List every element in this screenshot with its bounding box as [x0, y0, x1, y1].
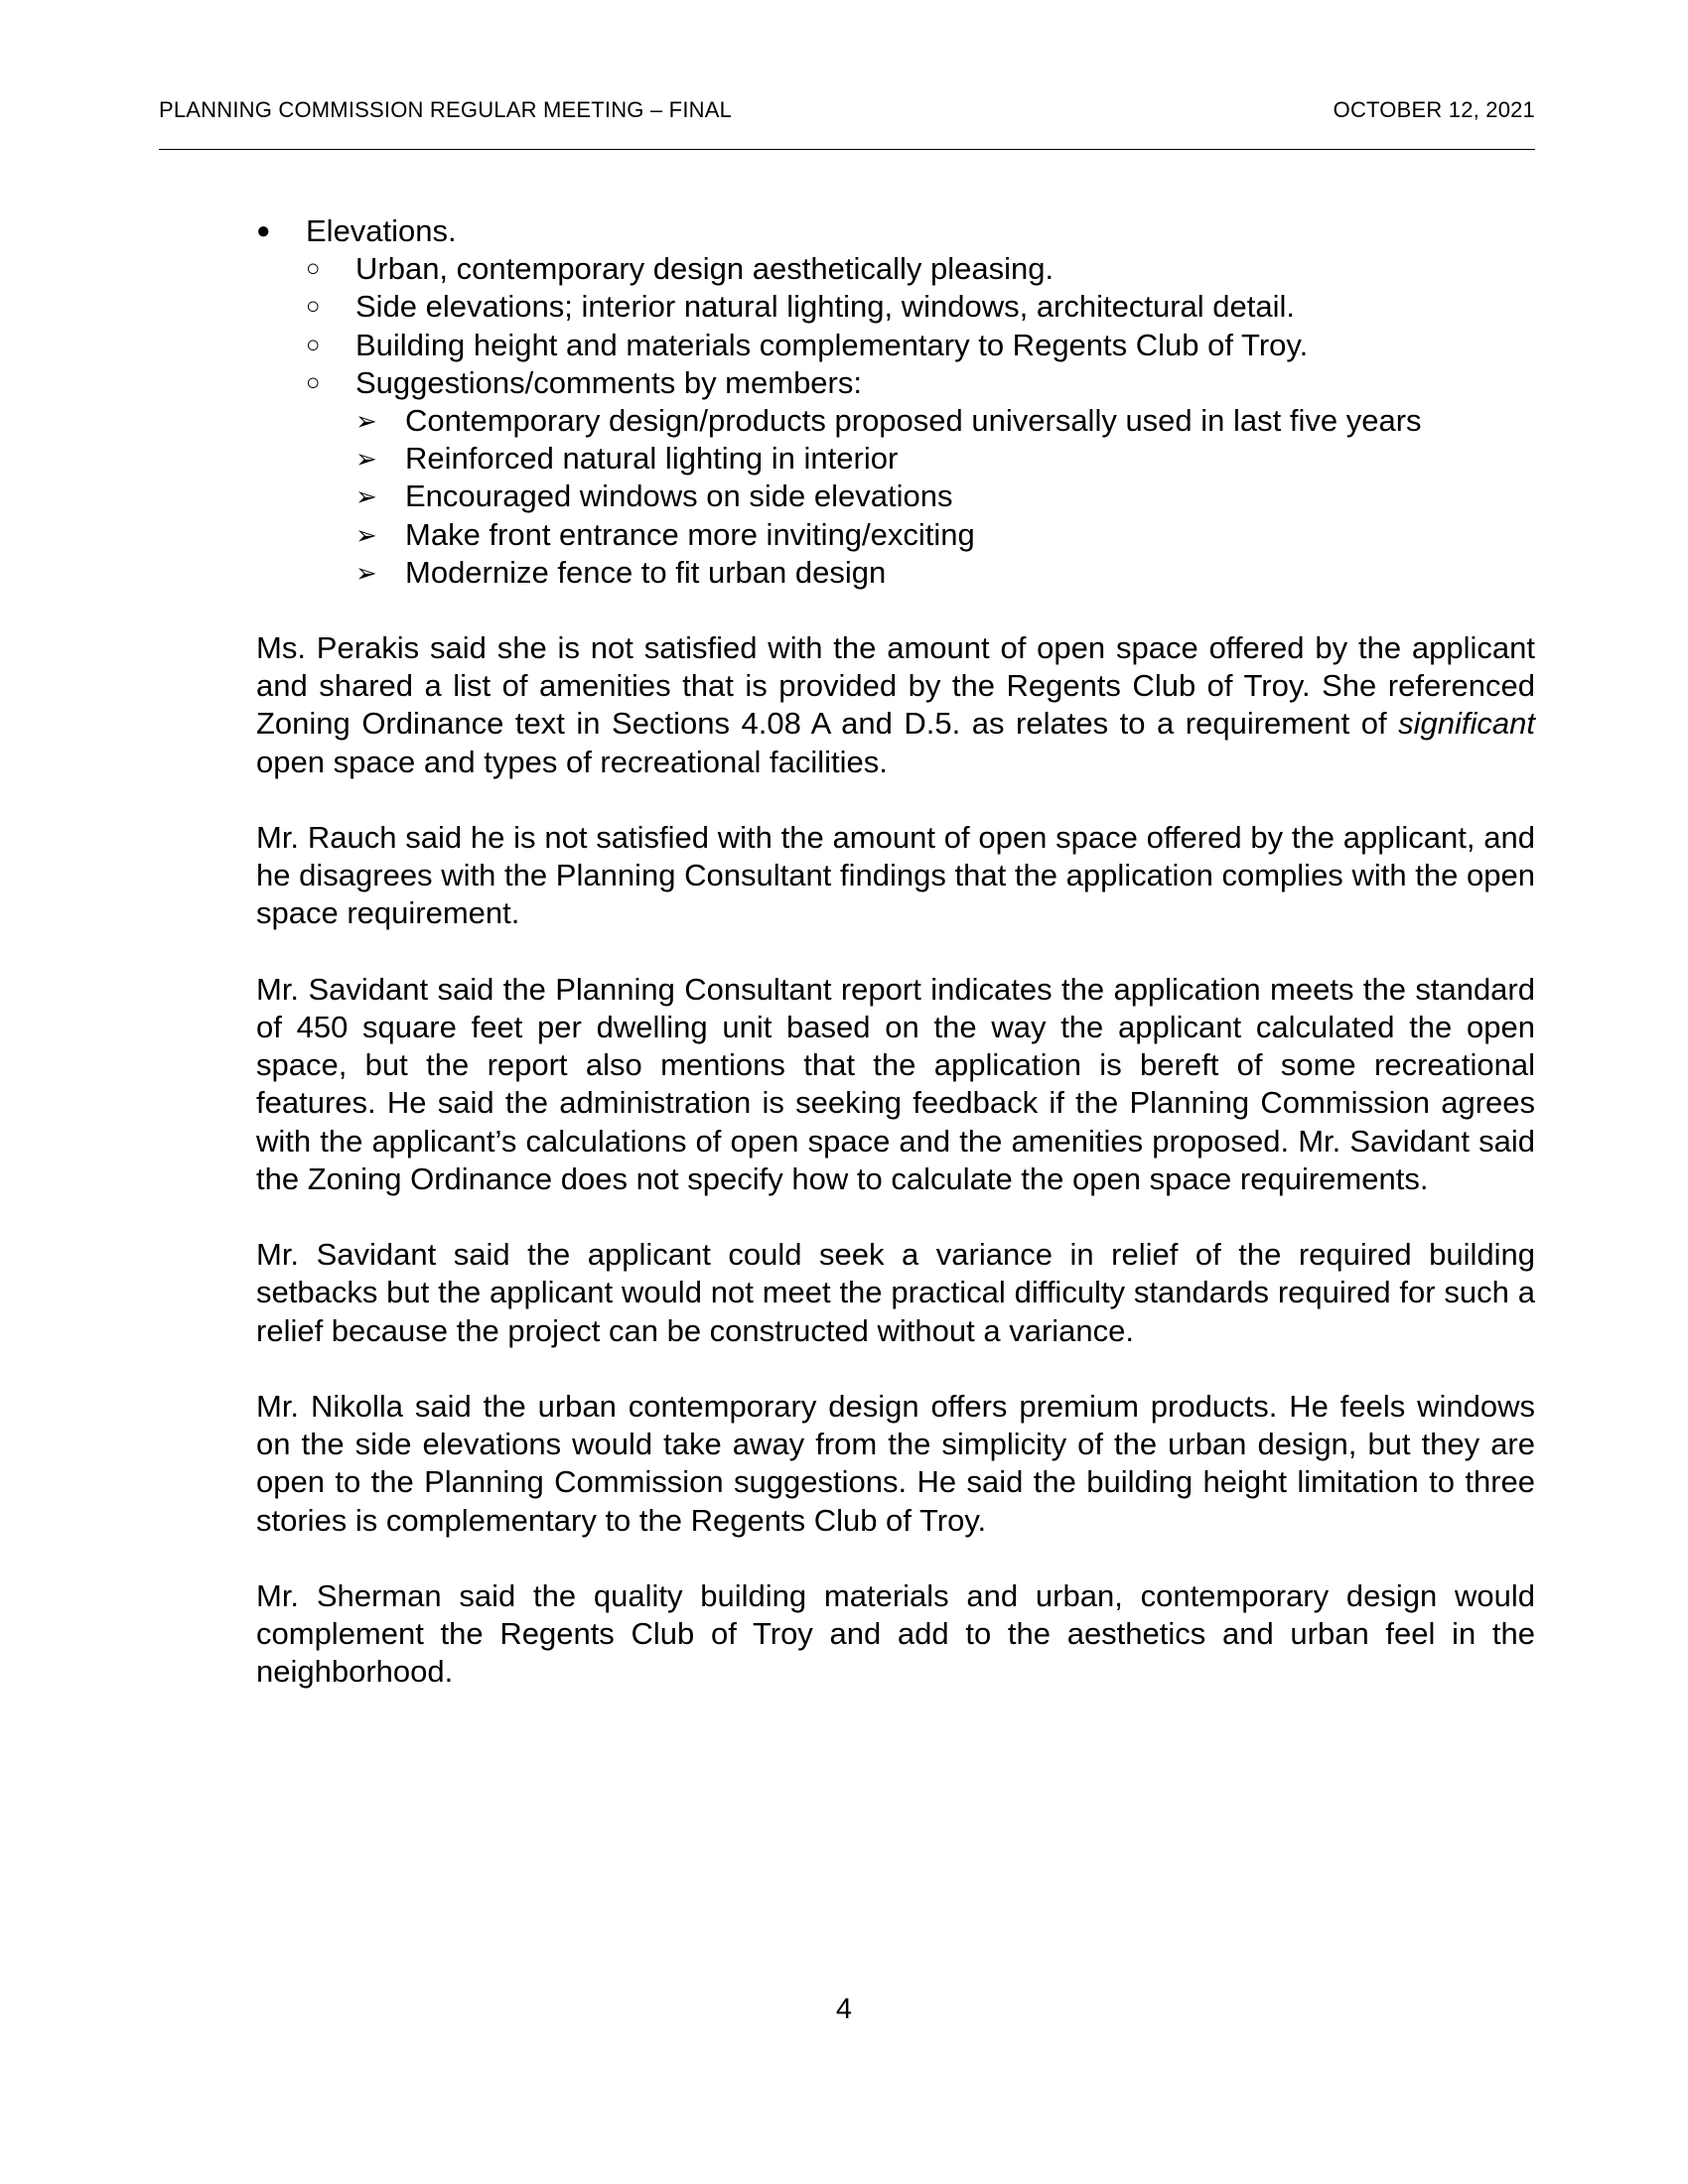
paragraph-rauch: Mr. Rauch said he is not satisfied with the amount of open space offered by the applicant, and he disagrees with the Planning Consultant findings that the application complies with the open space requirement.	[256, 820, 1535, 931]
list-item-text: Suggestions/comments by members:	[355, 364, 862, 400]
paragraph-text: Ms. Perakis said she is not satisfied with the amount of open space offered by the applicant and shared a list of amenities that is provided by the Regents Club of Troy. She referenced Zoning Ordinance text in Sections 4.08 A and D.5. as relates to a requirement of	[256, 630, 1535, 742]
list-item-text: Side elevations; interior natural lighting, windows, architectural detail.	[355, 289, 1295, 325]
elevations-list	[256, 212, 1535, 592]
bullet-circle-icon: ○	[306, 293, 321, 321]
list-item	[256, 516, 1535, 554]
paragraph-savidant-variance: Mr. Savidant said the applicant could seek a variance in relief of the required building setbacks but the applicant would not meet the practical difficulty standards required for such a relief because the project can be constructed without a variance.	[256, 1237, 1535, 1348]
paragraph-nikolla: Mr. Nikolla said the urban contemporary design offers premium products. He feels windows on the side elevations would take away from the simplicity of the urban design, but they are open to the Planning Commission suggestions. He said the building height limitation to three stories is complementary to the Regents Club of Troy.	[256, 1389, 1535, 1538]
header-divider	[159, 149, 1535, 150]
list-item-text: Modernize fence to fit urban design	[405, 554, 887, 590]
list-item	[256, 554, 1535, 592]
arrow-bullet-icon: ➢	[355, 519, 377, 550]
list-item-text: Urban, contemporary design aesthetically pleasing.	[355, 251, 1055, 287]
paragraph-text: open space and types of recreational facilities.	[256, 744, 888, 779]
header-date: OCTOBER 12, 2021	[1333, 97, 1535, 122]
emphasis-text: significant	[1398, 706, 1535, 742]
list-item	[256, 440, 1535, 478]
paragraph-perakis	[256, 629, 1535, 781]
paragraph-sherman: Mr. Sherman said the quality building materials and urban, contemporary design would complement the Regents Club of Troy and add to the aesthetics and urban feel in the neighborhood.	[256, 1578, 1535, 1690]
list-item	[256, 212, 1535, 250]
header-title: PLANNING COMMISSION REGULAR MEETING – FINAL	[159, 97, 733, 122]
document-body	[256, 212, 1535, 1692]
arrow-bullet-icon: ➢	[355, 557, 377, 588]
arrow-bullet-icon: ➢	[355, 405, 377, 436]
list-item-text: Make front entrance more inviting/exciting	[405, 516, 975, 552]
bullet-circle-icon: ○	[306, 368, 321, 396]
list-item	[256, 288, 1535, 326]
bullet-circle-icon: ○	[306, 331, 321, 358]
list-item-text: Reinforced natural lighting in interior	[405, 441, 899, 477]
page-number: 4	[835, 1993, 853, 2025]
list-item-text: Encouraged windows on side elevations	[405, 478, 953, 514]
arrow-bullet-icon: ➢	[355, 481, 377, 512]
list-item	[256, 327, 1535, 364]
list-item	[256, 250, 1535, 288]
list-item-text: Contemporary design/products proposed universally used in last five years	[405, 402, 1422, 438]
list-item-text: Building height and materials complementary to Regents Club of Troy.	[355, 327, 1309, 362]
list-item	[256, 402, 1535, 440]
list-item-text: Elevations.	[306, 213, 457, 248]
list-item	[256, 364, 1535, 402]
bullet-circle-icon: ○	[306, 255, 321, 283]
bullet-disc-icon: ●	[256, 217, 271, 244]
arrow-bullet-icon: ➢	[355, 444, 377, 475]
list-item	[256, 478, 1535, 515]
paragraph-savidant-open-space: Mr. Savidant said the Planning Consultant report indicates the application meets the standard of 450 square feet per dwelling unit based on the way the applicant calculated the open space, but the report also mentions that the application is bereft of some recreational features. He said the administration is seeking feedback if the Planning Commission agrees with the applicant’s calculations of open space and the amenities proposed. Mr. Savidant said the Zoning Ordinance does not specify how to calculate the open space requirements.	[256, 971, 1535, 1196]
